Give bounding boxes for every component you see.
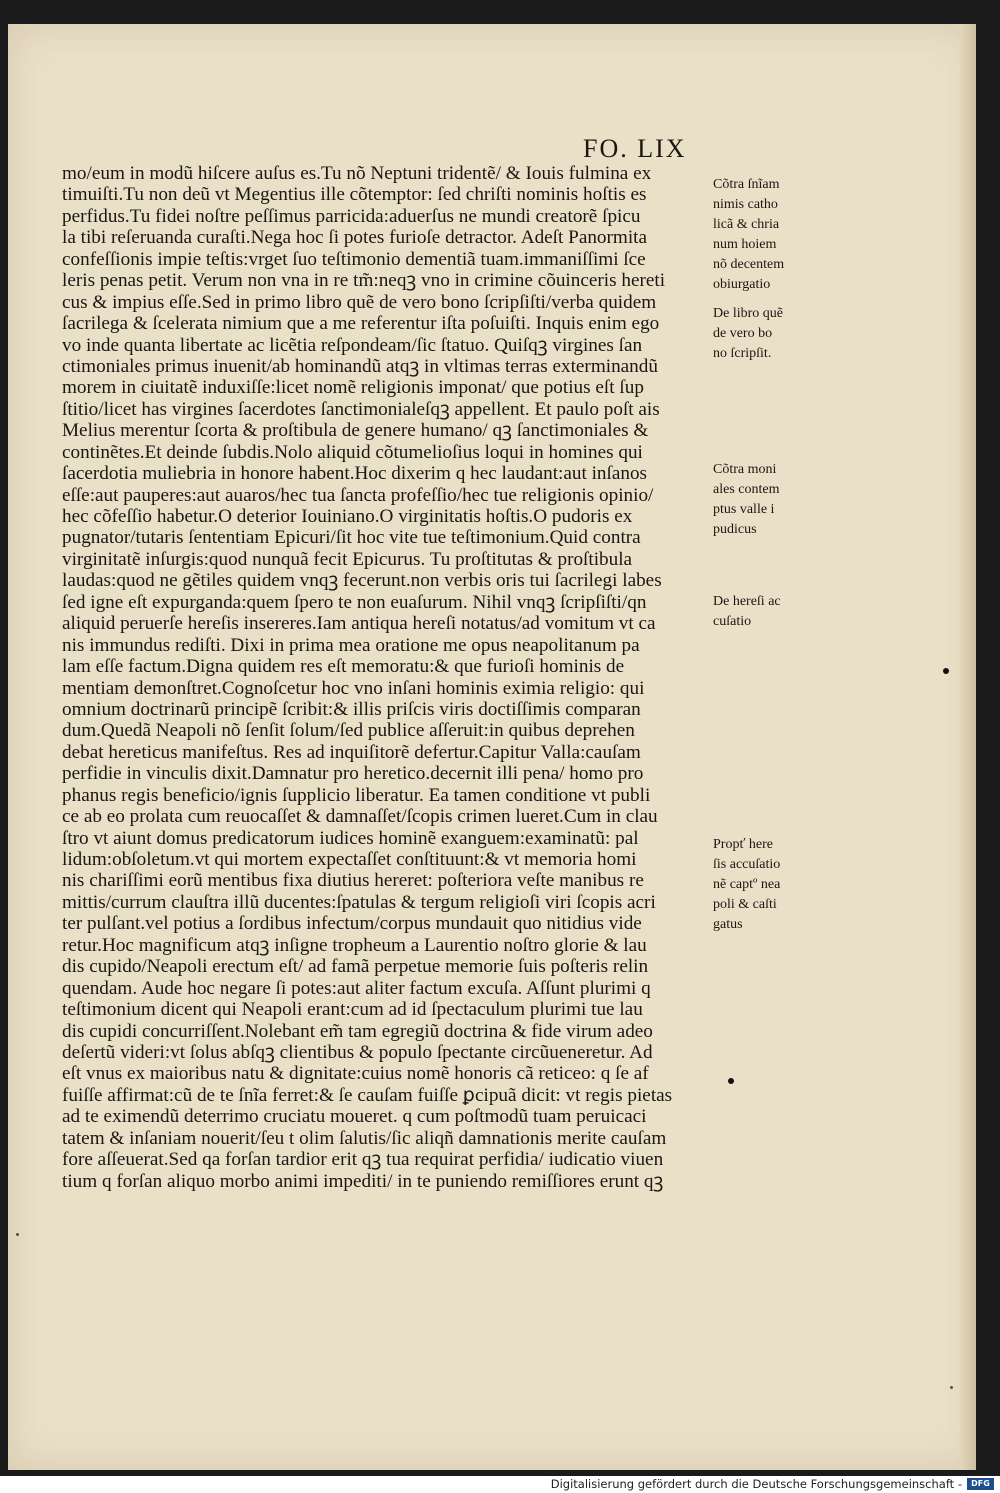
text-line: dis cupidi concurriſſent.Nolebant em̃ tam egregiũ doctrina & fide virum adeo	[62, 1020, 653, 1042]
text-line: ſtitio/licet has virgines ſacerdotes ſanctimonialeſqꝫ appellent. Et paulo poſt ais	[62, 398, 660, 420]
text-line: nis chariſſimi eorũ mentibus fixa diutius hereret: poſteriora veſte manibus re	[62, 870, 644, 892]
margin-note-contra-moniales	[713, 460, 825, 540]
margin-note-line: De hereſi ac	[713, 594, 781, 609]
margin-note-line: nẽ captº nea	[713, 877, 781, 892]
text-line: debat hereticus manifeſtus. Res ad inquiſitorẽ defertur.Capitur Valla:cauſam	[62, 741, 641, 763]
text-line: perfidie in vinculis dixit.Damnatur pro heretico.decernit illi pena/ homo pro	[62, 763, 644, 785]
margin-note-line: pudicus	[713, 522, 757, 537]
margin-note-line: nimis catho	[713, 197, 778, 212]
text-line: teſtimonium dicent qui Neapoli erant:cum ad id ſpectaculum plurimi tue lau	[62, 999, 643, 1021]
text-line: tium q forſan aliquo morbo animi impediti/ in te puniendo remiſſiores erunt qꝫ	[62, 1170, 664, 1192]
dfg-logo: DFG	[967, 1478, 994, 1490]
main-text-block	[62, 163, 710, 1192]
paper-speck	[950, 1386, 953, 1389]
text-line: fuiſſe affirmat:cũ de te ſnĩa ferret:& ſe cauſam fuiſſe ꝑcipuã dicit: vt regis pietas	[62, 1084, 673, 1106]
text-line: ter pulſant.vel potius a ſordibus infectum/corpus mundauit quo nitidius vide	[62, 913, 642, 935]
margin-note-line: Cõtra ſnĩam	[713, 177, 780, 192]
text-line: lidum:obſoletum.vt qui mortem expectaſſet conſtituunt:& vt memoria homi	[62, 849, 637, 870]
margin-note-line: gatus	[713, 917, 743, 932]
text-line: timuiſti.Tu non deũ vt Megentius ille cõtemptor: ſed chriſti nominis hoſtis es	[62, 184, 647, 206]
margin-note-line: De libro quẽ	[713, 306, 783, 321]
text-line: phanus regis beneficio/ignis ſupplicio liberatur. Ea tamen conditione vt publi	[62, 784, 651, 806]
footer-credit: Digitalisierung gefördert durch die Deutsche Forschungsgemeinschaft -	[550, 1477, 962, 1491]
margin-note-line: de vero bo	[713, 326, 773, 341]
text-line: hec cõfeſſio habetur.O deterior Iouiniano.O virginitatis hoſtis.O pudoris ex	[62, 506, 633, 527]
margin-note-contra-sententiam	[713, 175, 825, 295]
text-line: mo/eum in modũ hiſcere auſus es.Tu nõ Neptuni tridentẽ/ & Iouis fulmina ex	[62, 163, 652, 184]
text-line: mentiam demonſtret.Cognoſcetur hoc vno inſani hominis eximia religio: qui	[62, 677, 645, 699]
margin-note-de-libro	[713, 304, 825, 364]
text-line: retur.Hoc magnificum atqꝫ inſigne tropheum a Laurentio noſtro glorie & lau	[62, 934, 647, 956]
text-line: omnium doctrinarũ principẽ ſcribit:& illis priſcis viris doctiſſimis comparan	[62, 698, 641, 720]
margin-note-line: no ſcripſit.	[713, 346, 772, 361]
ink-dot	[728, 1078, 734, 1084]
text-line: ſed igne eſt expurganda:quem ſpero te non euaſurum. Nihil vnqꝫ ſcripſiſti/qn	[62, 591, 647, 613]
page-edge	[960, 24, 976, 1470]
text-line: perfidus.Tu fidei noſtre peſſimus parricida:aduerſus ne mundi creatorẽ ſpicu	[62, 205, 641, 227]
margin-note-propter-heresis	[713, 835, 825, 935]
text-line: leris penas petit. Verum non vna in re tm̃:neqꝫ vno in crimine cõuinceris hereti	[62, 270, 666, 292]
text-line: ctimoniales primus inuenit/ab hominandũ atqꝫ in vltimas terras exterminandũ	[62, 355, 658, 377]
margin-note-line: ptus valle i	[713, 502, 775, 517]
margin-note-line: ſis accuſatio	[713, 857, 781, 872]
text-line: deſertũ videri:vt ſolus abſqꝫ clientibus & populo ſpectante circũueneretur. Ad	[62, 1041, 653, 1063]
text-line: continẽtes.Et deinde ſubdis.Nolo aliquid cõtumelioſius loqui in homines qui	[62, 441, 643, 463]
text-line: virginitatẽ inſurgis:quod nunquã fecit Epicurus. Tu proſtitutas & proſtibula	[62, 548, 633, 570]
text-line: dum.Quedã Neapoli nõ ſenſit ſolum/ſed publice aſſeruit:in quibus deprehen	[62, 720, 635, 742]
text-line: eſſe:aut pauperes:aut auaros/hec tua ſancta profeſſio/hec tue religionis opinio/	[62, 484, 654, 506]
text-line: lam eſſe factum.Digna quidem res eſt memoratu:& que furioſi hominis de	[62, 656, 625, 678]
text-line: pugnator/tutaris ſententiam Epicuri/ſit hoc vite tue teſtimonium.Quid contra	[62, 527, 641, 549]
text-line: quendam. Aude hoc negare ſi potes:aut aliter factum excuſa. Aſſunt plurimi q	[62, 977, 651, 999]
text-line: mittis/currum clauſtra illũ ducentes:ſpatulas & tergum religioſi viri ſcopis acri	[62, 891, 656, 913]
paper-speck	[16, 1233, 19, 1236]
folio-number: FO. LIX	[583, 134, 687, 163]
margin-note-line: cuſatio	[713, 614, 752, 629]
margin-note-line: ales contem	[713, 482, 780, 497]
margin-note-line: num hoiem	[713, 237, 777, 252]
text-line: cus & impius eſſe.Sed in primo libro quẽ de vero bono ſcripſiſti/verba quidem	[62, 291, 657, 313]
margin-note-de-heresi	[713, 592, 825, 632]
text-line: la tibi reſeruanda curaſti.Nega hoc ſi potes furioſe detractor. Adeſt Panormita	[62, 227, 648, 249]
text-line: aliquid peruerſe hereſis insereres.Iam antiqua hereſi notatus/ad vomitum vt ca	[62, 613, 656, 635]
text-line: nis immundus rediſti. Dixi in prima mea oratione me opus neapolitanum pa	[62, 634, 640, 656]
margin-note-line: nõ decentem	[713, 257, 785, 272]
text-line: dis cupido/Neapoli erectum eſt/ ad famã perpetue memorie ſuis poſteris relin	[62, 956, 649, 978]
text-line: Melius merentur ſcorta & proſtibula de genere humano/ qꝫ ſanctimoniales &	[62, 420, 649, 442]
ink-dot	[943, 668, 949, 674]
margin-note-line: obiurgatio	[713, 277, 771, 292]
text-line: fore aſſeuerat.Sed qa forſan tardior erit qꝫ tua requirat perfidia/ iudicatio viuen	[62, 1149, 664, 1171]
text-line: ad te eximendũ deterrimo cruciatu moueret. q cum poſtmodũ tuam peruicaci	[62, 1106, 647, 1128]
text-line: ſacerdotia muliebria in honore habent.Hoc dixerim q hec laudant:aut inſanos	[62, 463, 648, 485]
margin-note-line: Cõtra moni	[713, 462, 777, 477]
text-line: ſtro vt aiunt domus predicatorum iudices hominẽ exanguem:examinatũ: pal	[62, 827, 639, 849]
text-line: morem in ciuitatẽ induxiſſe:licet nomẽ religionis imponat/ que potius eſt ſup	[62, 377, 644, 399]
text-line: ce ab eo prolata cum reuocaſſet & damnaſſet/ſcopis crimen lueret.Cum in clau	[62, 806, 658, 828]
text-line: laudas:quod ne gẽtiles quidem vnqꝫ fecerunt.non verbis oris tui ſacrilegi labes	[62, 570, 662, 592]
text-line: eſt vnus ex maioribus natu & dignitate:cuius nomẽ honoris cã reticeo: q ſe af	[62, 1063, 649, 1085]
margin-note-line: Propť here	[713, 837, 774, 852]
margin-note-line: licã & chria	[713, 217, 780, 232]
text-line: vo inde quanta libertate ac licẽtia reſpondeam/ſic ſtatuo. Quiſqꝫ virgines ſan	[62, 334, 643, 356]
text-line: tatem & inſaniam nouerit/ſeu t olim ſalutis/ſic aliqñ damnationis merite cauſam	[62, 1127, 667, 1149]
text-line: confeſſionis impie teſtis:vrget ſuo teſtimonio dementiã tuam.immaniſſimi ſce	[62, 248, 646, 270]
margin-note-line: poli & caſti	[713, 897, 777, 912]
text-line: ſacrilega & ſcelerata nimium que a me referentur iſta poſuiſti. Inquis enim ego	[62, 313, 660, 335]
